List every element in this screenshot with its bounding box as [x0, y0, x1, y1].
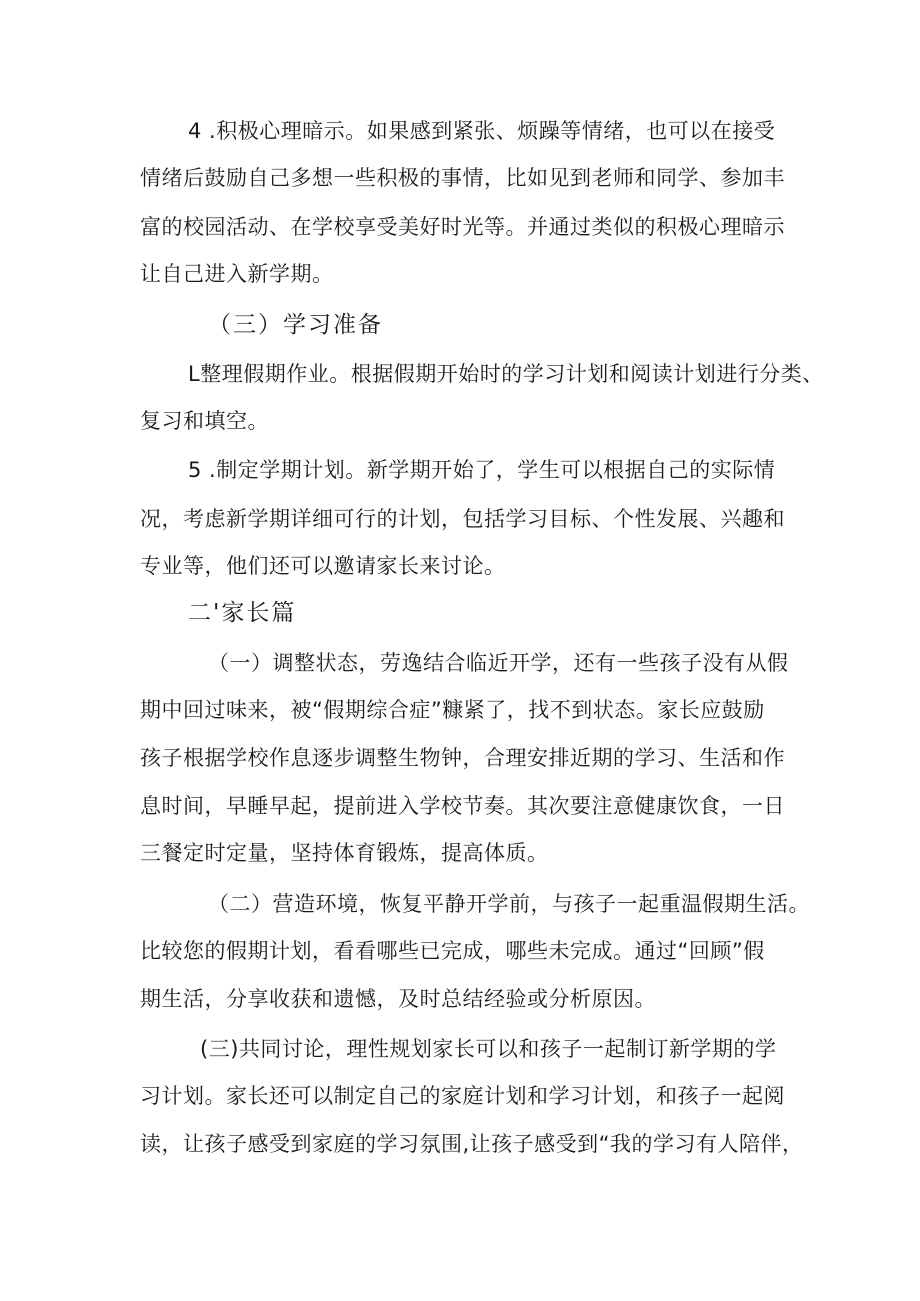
text-line: 比较您的假期计划，看看哪些已完成，哪些未完成。通过“回顾”假 [140, 939, 765, 963]
text-line: 息时间，早睡早起，提前进入学校节奏。其次要注意健康饮食，一日 [140, 794, 785, 818]
text-line: 期中回过味来，被“假期综合症”糠紧了，找不到状态。家长应鼓励 [140, 698, 765, 722]
text-line: 三餐定时定量，坚持体育锻炼，提高体质。 [140, 841, 549, 865]
text-line: 习计划。家长还可以制定自己的家庭计划和学习计划，和孩子一起阅 [140, 1084, 785, 1108]
text-line: 富的校园活动、在学校享受美好时光等。并通过类似的积极心理暗示 [140, 215, 785, 239]
text-line: 让自己进入新学期。 [140, 262, 334, 286]
section-heading-study-prep: （三）学习准备 [208, 312, 383, 338]
text-line: 复习和填空。 [140, 409, 269, 433]
text-line: (三)共同讨论，理性规划家长可以和孩子一起制订新学期的学 [200, 1037, 777, 1061]
section-heading-parents: 二'家长篇 [188, 600, 297, 626]
text-line: 孩子根据学校作息逐步调整生物钟，合理安排近期的学习、生活和作 [140, 746, 785, 770]
text-line: 况，考虑新学期详细可行的计划，包括学习目标、个性发展、兴趣和 [140, 507, 785, 531]
text-line: L整理假期作业。根据假期开始时的学习计划和阅读计划进行分类、 [188, 362, 824, 386]
text-line: 专业等，他们还可以邀请家长来讨论。 [140, 554, 506, 578]
text-line: （一）调整状态，劳逸结合临近开学，还有一些孩子没有从假 [208, 651, 789, 675]
text-line: 期生活，分享收获和遗憾，及时总结经验或分析原因。 [140, 987, 656, 1011]
text-line: 5 .制定学期计划。新学期开始了，学生可以根据自己的实际情 [188, 458, 776, 482]
text-line: （二）营造环境，恢复平静开学前，与孩子一起重温假期生活。 [208, 892, 810, 916]
text-line: 读，让孩子感受到家庭的学习氛围,让孩子感受到“我的学习有人陪伴， [140, 1132, 804, 1156]
text-line: 情绪后鼓励自己多想一些积极的事情，比如见到老师和同学、参加丰 [140, 166, 785, 190]
text-line: 4 .积极心理暗示。如果感到紧张、烦躁等情绪，也可以在接受 [188, 119, 776, 143]
